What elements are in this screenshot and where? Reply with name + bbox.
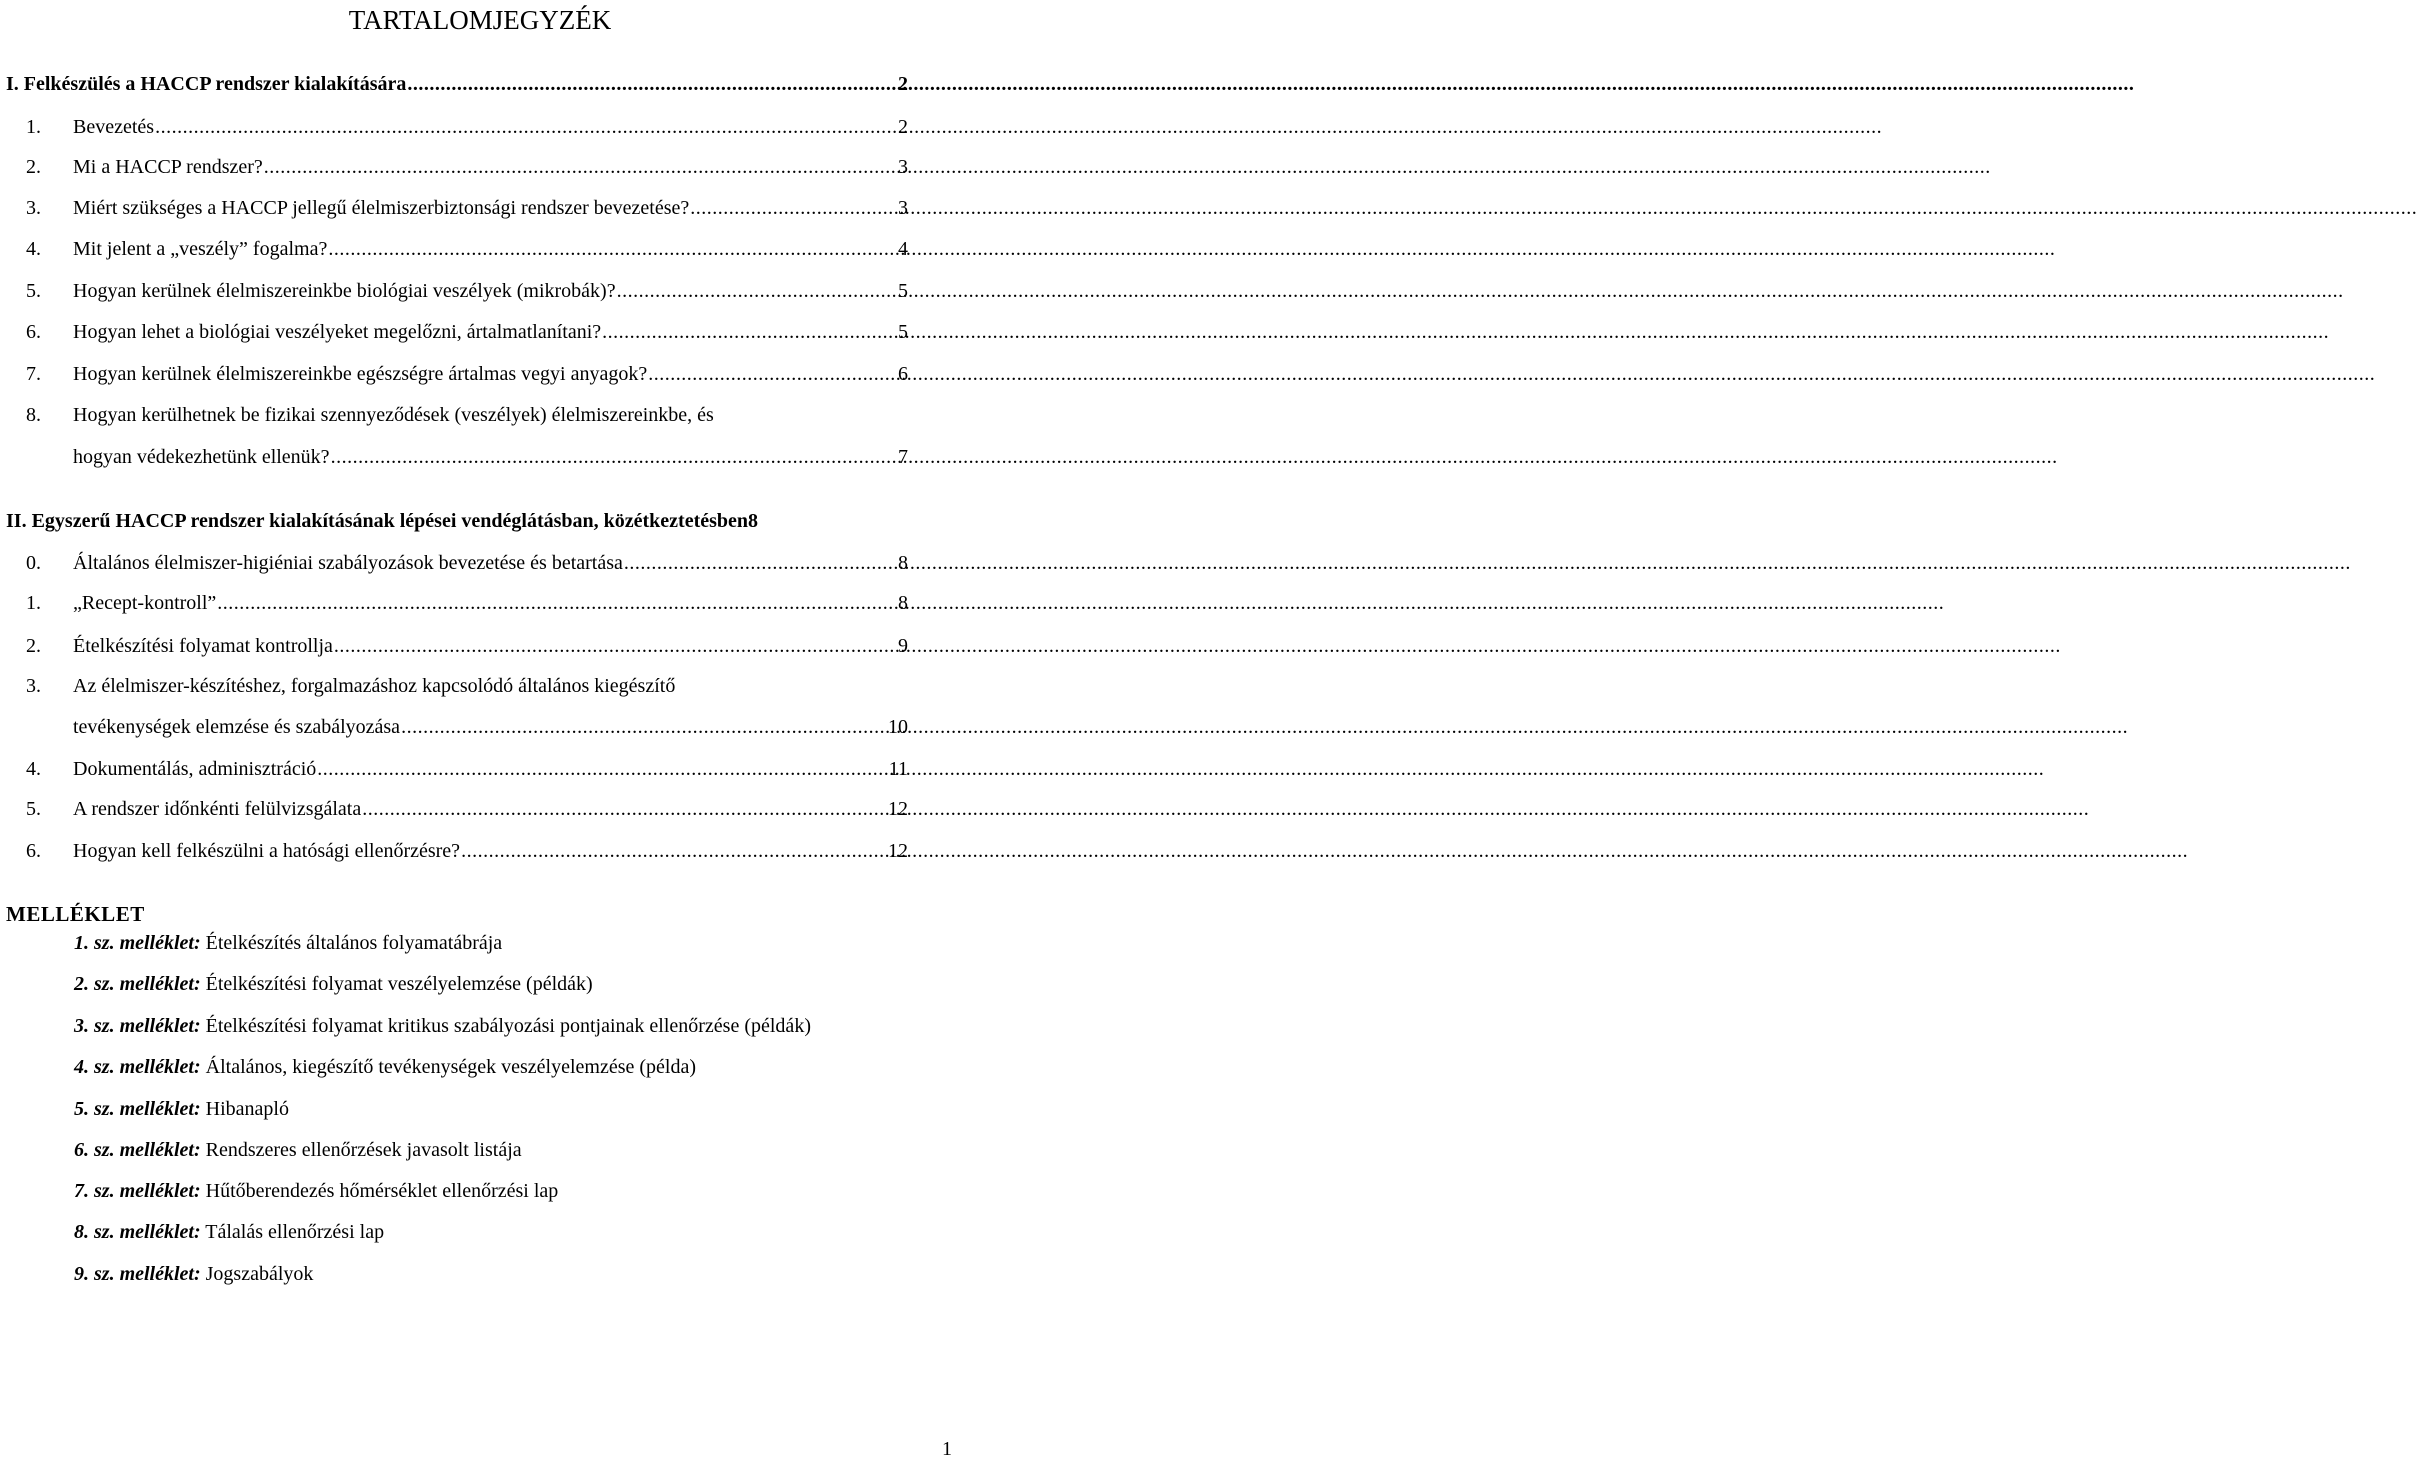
appendix-item[interactable] bbox=[74, 1097, 289, 1121]
toc-section-2[interactable] bbox=[6, 509, 908, 533]
toc-entry-label: Hogyan lehet a biológiai veszélyeket megelőzni, ártalmatlanítani? bbox=[73, 321, 602, 343]
appendix-item[interactable] bbox=[74, 931, 502, 955]
toc-page-number: 11 bbox=[888, 758, 908, 780]
appendix-text: Hűtőberendezés hőmérséklet ellenőrzési lap bbox=[205, 1180, 559, 1202]
appendix-item[interactable] bbox=[74, 1179, 558, 1203]
dot-leader bbox=[362, 797, 887, 821]
toc-entry-number: 8. bbox=[26, 404, 41, 426]
appendix-ref: 6. sz. melléklet: bbox=[74, 1139, 201, 1161]
toc-entry[interactable] bbox=[6, 839, 908, 863]
toc-entry-number: 1. bbox=[26, 116, 41, 138]
appendix-text: Rendszeres ellenőrzések javasolt listája bbox=[205, 1139, 522, 1161]
toc-entry[interactable] bbox=[6, 445, 908, 469]
toc-entry-number: 0. bbox=[26, 552, 41, 574]
dot-leader bbox=[317, 757, 887, 781]
appendix-text: Hibanapló bbox=[205, 1098, 289, 1120]
appendix-ref: 7. sz. melléklet: bbox=[74, 1180, 201, 1202]
toc-entry-number: 5. bbox=[26, 280, 41, 302]
appendix-ref: 2. sz. melléklet: bbox=[74, 973, 201, 995]
appendix-text: Ételkészítési folyamat kritikus szabályozási pontjainak ellenőrzése (példák) bbox=[205, 1015, 811, 1037]
toc-page-number: 8 bbox=[898, 552, 908, 574]
toc-page-number: 5 bbox=[898, 280, 908, 302]
toc-page-number: 8 bbox=[748, 510, 759, 532]
page-number: 1 bbox=[942, 1438, 952, 1460]
toc-entry-number: 3. bbox=[26, 197, 41, 219]
toc-entry-number: 7. bbox=[26, 363, 41, 385]
toc-page-number: 4 bbox=[898, 238, 908, 260]
toc-section-1 bbox=[6, 72, 908, 96]
appendix-ref: 1. sz. melléklet: bbox=[74, 932, 201, 954]
toc-entry[interactable] bbox=[6, 591, 908, 615]
toc-page-number: 2 bbox=[898, 116, 908, 138]
toc-page-number: 9 bbox=[898, 635, 908, 657]
appendix-ref: 5. sz. melléklet: bbox=[74, 1098, 201, 1120]
appendix-text: Ételkészítési folyamat veszélyelemzése (példák) bbox=[205, 973, 593, 995]
toc-entry-label: Dokumentálás, adminisztráció bbox=[73, 758, 317, 780]
appendix-item[interactable] bbox=[74, 1055, 696, 1079]
dot-leader bbox=[461, 839, 887, 863]
toc-entry-number: 2. bbox=[26, 635, 41, 657]
toc-page-number: 5 bbox=[898, 321, 908, 343]
toc-entry[interactable] bbox=[6, 715, 908, 739]
toc-entry-label: Hogyan kerülnek élelmiszereinkbe egészségre ártalmas vegyi anyagok? bbox=[73, 363, 648, 385]
appendix-item[interactable] bbox=[74, 1014, 811, 1038]
dot-leader bbox=[328, 237, 897, 261]
toc-entry[interactable] bbox=[6, 237, 908, 261]
toc-entry[interactable] bbox=[6, 279, 908, 303]
toc-entry-number: 6. bbox=[26, 321, 41, 343]
appendix-item[interactable] bbox=[74, 1262, 313, 1286]
appendix-ref: 8. sz. melléklet: bbox=[74, 1221, 201, 1243]
toc-entry-number: 1. bbox=[26, 592, 41, 614]
appendix-ref: 9. sz. melléklet: bbox=[74, 1263, 201, 1285]
dot-leader bbox=[617, 279, 897, 303]
appendix-text: Jogszabályok bbox=[205, 1263, 314, 1285]
toc-page-number: 2 bbox=[898, 73, 908, 95]
toc-entry-label: Miért szükséges a HACCP jellegű élelmiszerbiztonsági rendszer bevezetése? bbox=[73, 197, 690, 219]
toc-page-number: 12 bbox=[888, 840, 908, 862]
toc-page-number: 7 bbox=[898, 446, 908, 468]
toc-entry-label-line1[interactable]: Az élelmiszer-készítéshez, forgalmazáshoz kapcsolódó általános kiegészítő bbox=[73, 675, 676, 697]
toc-entry-label-line2: tevékenységek elemzése és szabályozása bbox=[73, 716, 401, 738]
dot-leader bbox=[331, 445, 897, 469]
toc-entry[interactable] bbox=[6, 634, 908, 658]
dot-leader bbox=[690, 196, 897, 220]
toc-page-number: 6 bbox=[898, 363, 908, 385]
toc-entry-label: Mit jelent a „veszély” fogalma? bbox=[73, 238, 328, 260]
toc-entry-label: Bevezetés bbox=[73, 116, 155, 138]
toc-entry-label: Ételkészítési folyamat kontrollja bbox=[73, 635, 333, 657]
dot-leader bbox=[648, 362, 897, 386]
toc-page-number: 10 bbox=[888, 716, 908, 738]
appendix-ref: 4. sz. melléklet: bbox=[74, 1056, 201, 1078]
toc-page-number: 8 bbox=[898, 592, 908, 614]
dot-leader bbox=[602, 320, 897, 344]
appendix-title: MELLÉKLET bbox=[6, 902, 145, 926]
appendix-item[interactable] bbox=[74, 1220, 384, 1244]
toc-entry[interactable] bbox=[6, 115, 908, 139]
toc-entry-label: Általános élelmiszer-higiéniai szabályozások bevezetése és betartása bbox=[73, 552, 623, 574]
toc-entry[interactable] bbox=[6, 196, 908, 220]
toc-entry[interactable] bbox=[6, 551, 908, 575]
toc-entry-label: Mi a HACCP rendszer? bbox=[73, 156, 263, 178]
toc-entry-number: 6. bbox=[26, 840, 41, 862]
toc-entry[interactable] bbox=[6, 155, 908, 179]
toc-entry[interactable] bbox=[6, 757, 908, 781]
toc-entry-number: 3. bbox=[26, 675, 41, 697]
toc-section-heading[interactable] bbox=[6, 72, 908, 96]
toc-page-number: 3 bbox=[898, 156, 908, 178]
toc-entry[interactable] bbox=[6, 362, 908, 386]
dot-leader bbox=[407, 72, 897, 96]
toc-section-label: I. Felkészülés a HACCP rendszer kialakítására bbox=[6, 73, 407, 95]
toc-page-number: 12 bbox=[888, 798, 908, 820]
page-title: TARTALOMJEGYZÉK bbox=[348, 5, 612, 35]
toc-section-label: II. Egyszerű HACCP rendszer kialakításának lépései vendéglátásban, közétkeztetésben bbox=[6, 510, 749, 532]
toc-entry-label: „Recept-kontroll” bbox=[73, 592, 217, 614]
dot-leader bbox=[155, 115, 897, 139]
toc-entry[interactable] bbox=[6, 797, 908, 821]
appendix-text: Tálalás ellenőrzési lap bbox=[205, 1221, 385, 1243]
toc-entry-label: A rendszer időnkénti felülvizsgálata bbox=[73, 798, 362, 820]
appendix-text: Ételkészítés általános folyamatábrája bbox=[205, 932, 503, 954]
dot-leader bbox=[264, 155, 897, 179]
dot-leader bbox=[334, 634, 897, 658]
toc-entry-number: 4. bbox=[26, 758, 41, 780]
toc-entry-label-line2: hogyan védekezhetünk ellenük? bbox=[73, 446, 330, 468]
dot-leader bbox=[624, 551, 897, 575]
toc-entry-number: 5. bbox=[26, 798, 41, 820]
toc-entry-label: Hogyan kell felkészülni a hatósági ellenőrzésre? bbox=[73, 840, 461, 862]
appendix-item[interactable] bbox=[74, 972, 593, 996]
appendix-ref: 3. sz. melléklet: bbox=[74, 1015, 201, 1037]
toc-entry-number: 2. bbox=[26, 156, 41, 178]
dot-leader bbox=[401, 715, 887, 739]
toc-page-number: 3 bbox=[898, 197, 908, 219]
toc-entry-label-line1[interactable]: Hogyan kerülhetnek be fizikai szennyeződések (veszélyek) élelmiszereinkbe, és bbox=[73, 404, 714, 426]
dot-leader bbox=[217, 591, 897, 615]
appendix-item[interactable] bbox=[74, 1138, 522, 1162]
appendix-text: Általános, kiegészítő tevékenységek veszélyelemzése (példa) bbox=[205, 1056, 696, 1078]
toc-entry-number: 4. bbox=[26, 238, 41, 260]
toc-entry[interactable] bbox=[6, 320, 908, 344]
toc-entry-label: Hogyan kerülnek élelmiszereinkbe biológiai veszélyek (mikrobák)? bbox=[73, 280, 616, 302]
